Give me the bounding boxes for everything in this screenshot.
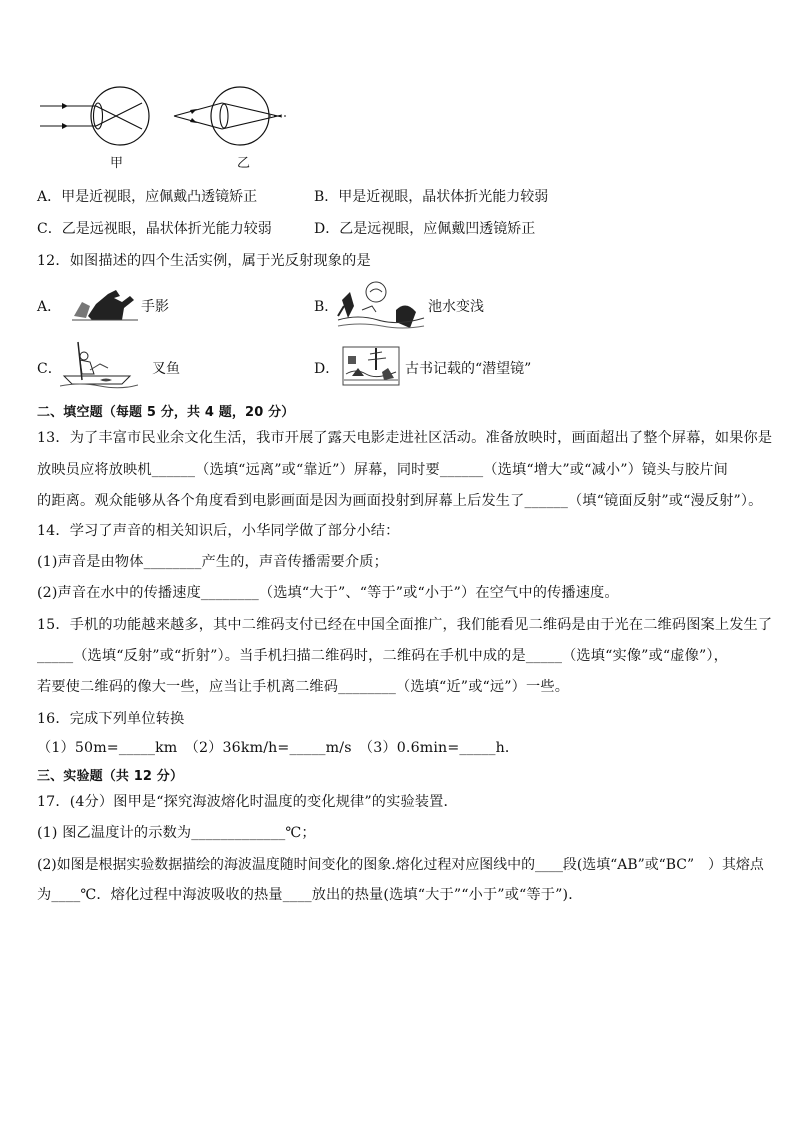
q17-line-4: 为____℃．熔化过程中海波吸收的热量____放出的热量(选填“大于”“小于”或“等于”)． [37, 887, 583, 903]
q12-option-b-letter: B． [314, 299, 339, 315]
q12-option-d-caption: 古书记载的“潜望镜” [405, 361, 532, 377]
q15-line-2: _____（选填“反射”或“折射”）。当手机扫描二维码时，二维码在手机中成的是_____（选填“实像”或“虚像”）， [37, 648, 728, 664]
q16-line-2: （1）50m=_____km （2）36km/h=_____m/s （3）0.6min=_____h． [37, 740, 520, 756]
periscope-picture [342, 346, 400, 386]
section-2-heading: 二、填空题（每题 5 分，共 4 题，20 分） [37, 405, 295, 420]
eye-diagram-jia [38, 85, 158, 147]
q11-option-d: D．乙是远视眼，应佩戴凹透镜矫正 [314, 221, 536, 237]
q14-line-3: (2)声音在水中的传播速度________（选填“大于”、“等于”或“小于”）在空气中的传播速度。 [37, 585, 619, 601]
q17-line-3: (2)如图是根据实验数据描绘的海波温度随时间变化的图象.熔化过程对应图线中的____段(选填“AB”或“BC” ）其熔点 [37, 857, 764, 873]
eye-label-yi: 乙 [237, 156, 251, 171]
q11-option-a: A．甲是近视眼，应佩戴凸透镜矫正 [37, 189, 258, 205]
q15-line-3: 若要使二维码的像大一些，应当让手机离二维码________（选填“近”或“远”）一些。 [37, 679, 570, 695]
q14-line-2: (1)声音是由物体________产生的，声音传播需要介质； [37, 554, 388, 570]
q12-option-b-caption: 池水变浅 [428, 299, 484, 315]
q13-line-2: 放映员应将放映机______（选填“远离”或“靠近”）屏幕，同时要______（选填“增大”或“减小”）镜头与胶片间 [37, 462, 728, 478]
q12-option-c-letter: C． [37, 361, 62, 377]
q15-line-1: 15．手机的功能越来越多，其中二维码支付已经在中国全面推广，我们能看见二维码是由于光在二维码图案上发生了 [37, 617, 773, 633]
q17-line-2: (1) 图乙温度计的示数为_____________℃； [37, 825, 316, 841]
q12-stem: 12．如图描述的四个生活实例，属于光反射现象的是 [37, 253, 371, 269]
q13-line-3: 的距离。观众能够从各个角度看到电影画面是因为画面投射到屏幕上后发生了______（填“镜面反射”或“漫反射”）。 [37, 493, 763, 509]
q16-line-1: 16．完成下列单位转换 [37, 711, 185, 727]
q13-line-1: 13．为了丰富市民业余文化生活，我市开展了露天电影走进社区活动。准备放映时，画面超出了整个屏幕，如果你是 [37, 430, 773, 446]
q17-line-1: 17．(4分）图甲是“探究海波熔化时温度的变化规律”的实验装置． [37, 794, 458, 810]
q11-option-b: B．甲是近视眼，晶状体折光能力较弱 [314, 189, 549, 205]
eye-diagram-yi [172, 85, 292, 147]
hand-shadow-picture [72, 286, 138, 322]
q12-option-a-caption: 手影 [141, 299, 169, 315]
pool-water-picture [336, 280, 426, 332]
q12-option-d-letter: D． [314, 361, 340, 377]
spear-fish-picture [60, 340, 138, 390]
q12-option-a-letter: A． [37, 299, 62, 315]
q14-line-1: 14．学习了声音的相关知识后，小华同学做了部分小结： [37, 523, 400, 539]
eye-label-jia: 甲 [110, 156, 124, 171]
q11-option-c: C．乙是远视眼，晶状体折光能力较弱 [37, 221, 272, 237]
section-3-heading: 三、实验题（共 12 分） [37, 769, 184, 784]
q12-option-c-caption: 叉鱼 [152, 361, 180, 377]
